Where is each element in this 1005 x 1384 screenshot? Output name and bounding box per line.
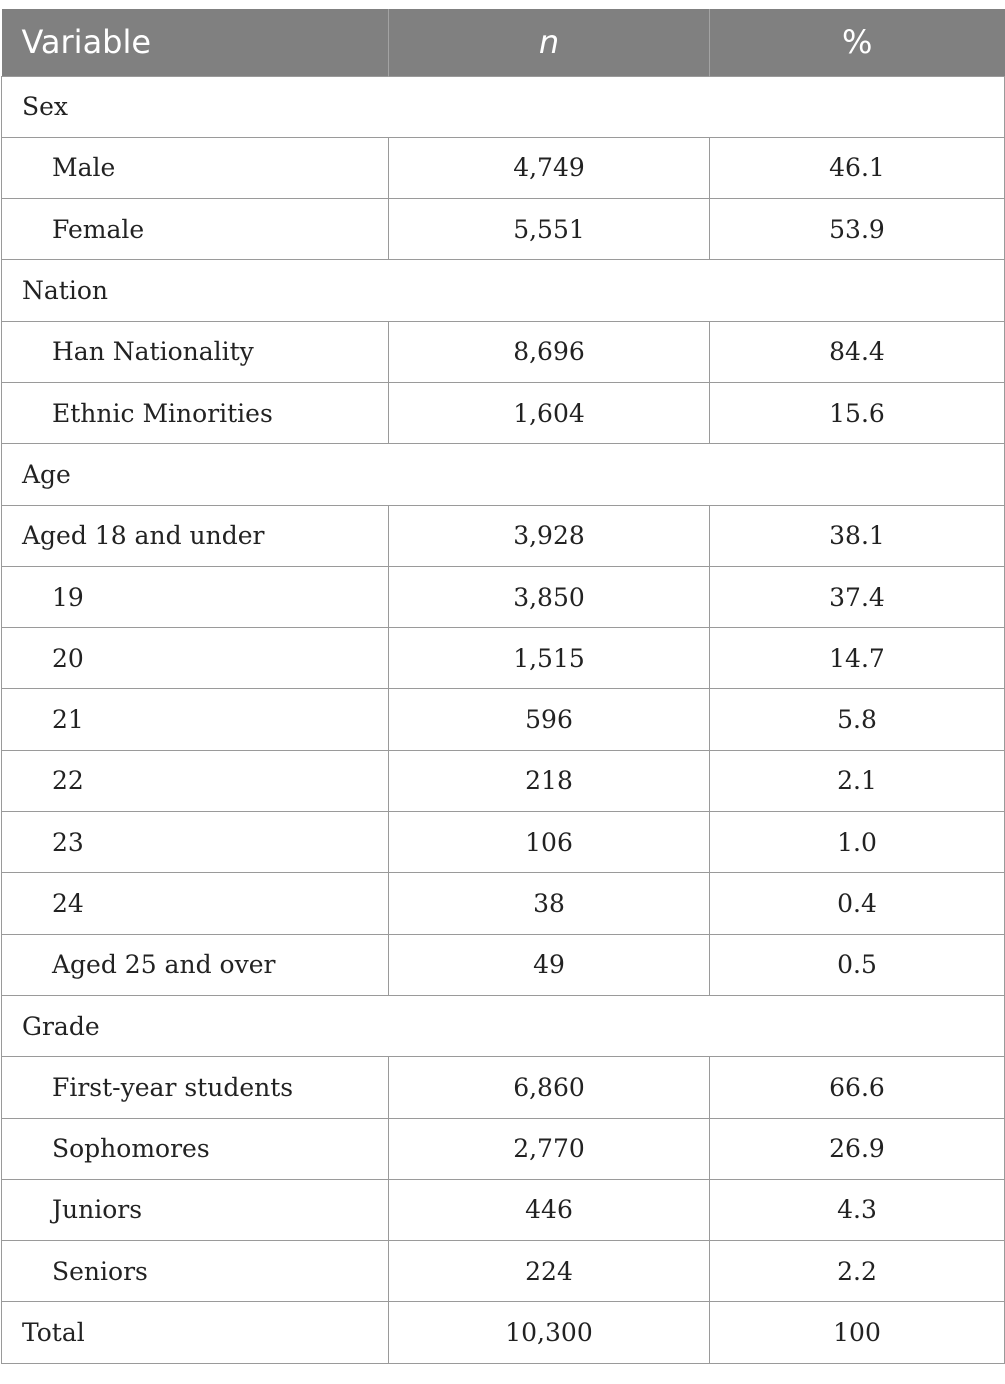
row-count: 1,515 xyxy=(389,628,710,689)
table-row xyxy=(2,628,1005,689)
section-label: Age xyxy=(2,444,1005,505)
row-label: Han Nationality xyxy=(2,321,389,382)
header-n: n xyxy=(389,9,710,76)
table-row xyxy=(2,1302,1005,1363)
section-label: Nation xyxy=(2,260,1005,321)
row-count: 4,749 xyxy=(389,137,710,198)
row-count: 6,860 xyxy=(389,1057,710,1118)
table-header xyxy=(2,9,1005,76)
table-row xyxy=(2,566,1005,627)
row-count: 218 xyxy=(389,750,710,811)
table-row xyxy=(2,1241,1005,1302)
table-row xyxy=(2,689,1005,750)
section-label: Grade xyxy=(2,995,1005,1056)
header-variable: Variable xyxy=(2,9,389,76)
row-label: 20 xyxy=(2,628,389,689)
header-row xyxy=(2,9,1005,76)
table-row xyxy=(2,137,1005,198)
table-row xyxy=(2,505,1005,566)
row-percent: 38.1 xyxy=(710,505,1005,566)
row-percent: 53.9 xyxy=(710,199,1005,260)
table-row xyxy=(2,1179,1005,1240)
row-label: Juniors xyxy=(2,1179,389,1240)
row-count: 224 xyxy=(389,1241,710,1302)
row-label: 19 xyxy=(2,566,389,627)
demographics-table-container xyxy=(1,9,1004,1364)
row-count: 10,300 xyxy=(389,1302,710,1363)
row-label: 22 xyxy=(2,750,389,811)
table-row xyxy=(2,812,1005,873)
row-label: Male xyxy=(2,137,389,198)
row-label: Aged 18 and under xyxy=(2,505,389,566)
row-percent: 1.0 xyxy=(710,812,1005,873)
row-percent: 26.9 xyxy=(710,1118,1005,1179)
row-count: 3,850 xyxy=(389,566,710,627)
table-row xyxy=(2,382,1005,443)
row-percent: 66.6 xyxy=(710,1057,1005,1118)
header-percent: % xyxy=(842,23,873,62)
row-count: 8,696 xyxy=(389,321,710,382)
section-row xyxy=(2,995,1005,1056)
row-label: Total xyxy=(2,1302,389,1363)
demographics-table xyxy=(1,9,1005,1364)
row-percent: 46.1 xyxy=(710,137,1005,198)
table-row xyxy=(2,1118,1005,1179)
row-count: 5,551 xyxy=(389,199,710,260)
section-row xyxy=(2,76,1005,137)
row-percent: 0.5 xyxy=(710,934,1005,995)
row-count: 1,604 xyxy=(389,382,710,443)
row-percent: 4.3 xyxy=(710,1179,1005,1240)
table-row xyxy=(2,873,1005,934)
section-row xyxy=(2,444,1005,505)
row-count: 446 xyxy=(389,1179,710,1240)
row-label: Seniors xyxy=(2,1241,389,1302)
row-count: 596 xyxy=(389,689,710,750)
row-percent: 100 xyxy=(710,1302,1005,1363)
table-row xyxy=(2,934,1005,995)
row-percent: 14.7 xyxy=(710,628,1005,689)
row-label: First-year students xyxy=(2,1057,389,1118)
row-label: 24 xyxy=(2,873,389,934)
table-row xyxy=(2,321,1005,382)
row-count: 38 xyxy=(389,873,710,934)
row-percent: 0.4 xyxy=(710,873,1005,934)
row-label: Female xyxy=(2,199,389,260)
row-label: Ethnic Minorities xyxy=(2,382,389,443)
row-percent: 37.4 xyxy=(710,566,1005,627)
section-label: Sex xyxy=(2,76,1005,137)
table-body xyxy=(2,76,1005,1363)
row-count: 106 xyxy=(389,812,710,873)
row-label: 23 xyxy=(2,812,389,873)
row-label: 21 xyxy=(2,689,389,750)
row-percent: 15.6 xyxy=(710,382,1005,443)
row-percent: 84.4 xyxy=(710,321,1005,382)
section-row xyxy=(2,260,1005,321)
row-percent: 5.8 xyxy=(710,689,1005,750)
row-count: 2,770 xyxy=(389,1118,710,1179)
table-row xyxy=(2,199,1005,260)
table-row xyxy=(2,750,1005,811)
table-row xyxy=(2,1057,1005,1118)
row-percent: 2.2 xyxy=(710,1241,1005,1302)
row-count: 49 xyxy=(389,934,710,995)
row-label: Aged 25 and over xyxy=(2,934,389,995)
row-percent: 2.1 xyxy=(710,750,1005,811)
row-count: 3,928 xyxy=(389,505,710,566)
row-label: Sophomores xyxy=(2,1118,389,1179)
